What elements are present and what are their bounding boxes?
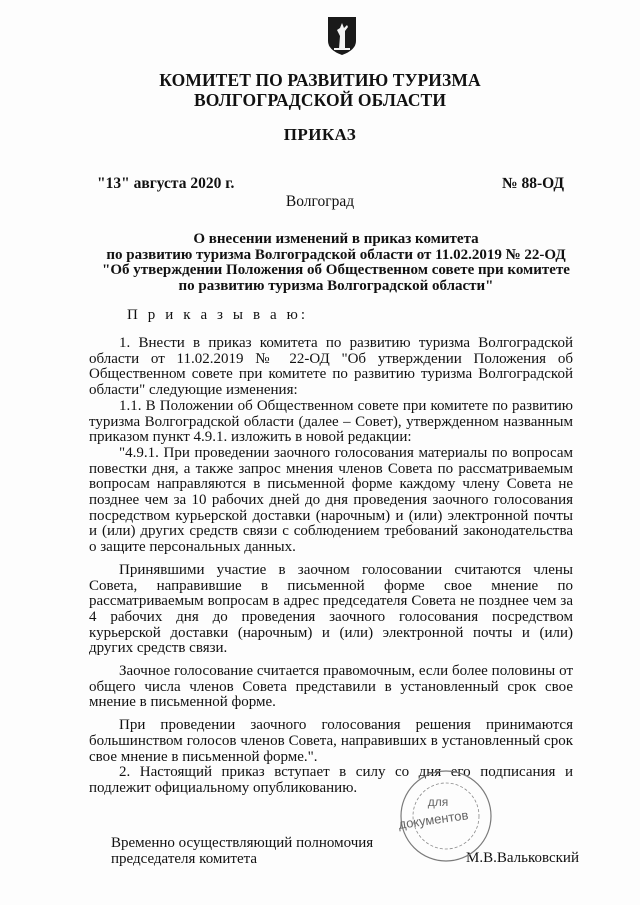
subject-line: по развитию туризма Волгоградской области" bbox=[178, 277, 494, 294]
signer-title-line2: председателя комитета bbox=[111, 851, 258, 867]
paragraph-1-1: 1.1. В Положении об Общественном совете при комитете по развитию туризма Волгоградской области (далее – Совет), утвержденном названным приказом пункт 4.9.1. изложить в новой редакции: bbox=[89, 397, 573, 446]
order-body bbox=[89, 336, 573, 797]
paragraph-1: 1. Внести в приказ комитета по развитию туризма Волгоградской области от 11.02.2019 № 22-ОД "Об утверждении Положения об Общественном совете при комитете по развитию туризма Волгоградской области" следующие изменения: bbox=[89, 335, 573, 399]
subject-line: О внесении изменений в приказ комитета bbox=[193, 231, 479, 247]
subject-line: "Об утверждении Положения об Общественном совете при комитете bbox=[102, 262, 570, 278]
stamp-line2: документов bbox=[397, 807, 470, 832]
committee-name bbox=[0, 70, 640, 110]
order-subject bbox=[96, 232, 576, 294]
paragraph-quorum: Заочное голосование считается правомочным, если более половины от общего числа членов Совета представили в установленный срок свое мнение в письменной форме. bbox=[89, 663, 573, 711]
documents-stamp bbox=[368, 762, 498, 862]
subject-line: по развитию туризма Волгоградской области от 11.02.2019 № 22-ОД bbox=[106, 246, 566, 263]
city: Волгоград bbox=[285, 193, 355, 210]
signer-title-line1: Временно осуществляющий полномочия bbox=[111, 835, 374, 851]
paragraph-participants: Принявшими участие в заочном голосовании считаются члены Совета, направившие в письменной форме свое мнение по рассматриваемым вопросам в адрес председателя Совета не позднее чем за 4 рабочих дня до проведения заочного голосования посредством курьерской доставки (нарочным) и (или) электронной почты и (или) других средств связи. bbox=[89, 561, 573, 657]
committee-name-line2: ВОЛГОГРАДСКОЙ ОБЛАСТИ bbox=[193, 90, 447, 110]
document-type: ПРИКАЗ bbox=[283, 125, 357, 144]
paragraph-2: 2. Настоящий приказ вступает в силу со дня его подписания и подлежит официальному опубликованию. bbox=[89, 764, 573, 796]
signer-title bbox=[111, 835, 373, 867]
paragraph-decisions: При проведении заочного голосования решения принимаются большинством голосов членов Совета, направивших в установленный срок свое мнение в письменной форме.". bbox=[89, 717, 573, 765]
order-date: "13" августа 2020 г. bbox=[97, 175, 235, 192]
paragraph-4-9-1: "4.9.1. При проведении заочного голосования материалы по вопросам повестки дня, а также запрос мнения членов Совета по рассматриваемым вопросам направляются в письменной форме каждому члену Совета не позднее чем за 10 рабочих дней до дня проведения заочного голосования посредством курьерской доставки (нарочным) и (или) электронной почты и (или) других средств связи с соблюдением требований законодательства о защите персональных данных. bbox=[89, 444, 573, 556]
stamp-line1: для bbox=[427, 795, 449, 809]
order-number: № 88-ОД bbox=[502, 175, 565, 192]
signer-name: М.В.Вальковский bbox=[466, 850, 579, 866]
coat-of-arms-emblem bbox=[327, 16, 357, 56]
committee-name-line1: КОМИТЕТ ПО РАЗВИТИЮ ТУРИЗМА bbox=[159, 70, 481, 90]
stamp-text bbox=[368, 762, 498, 862]
decree-word: П р и к а з ы в а ю: bbox=[127, 307, 309, 323]
